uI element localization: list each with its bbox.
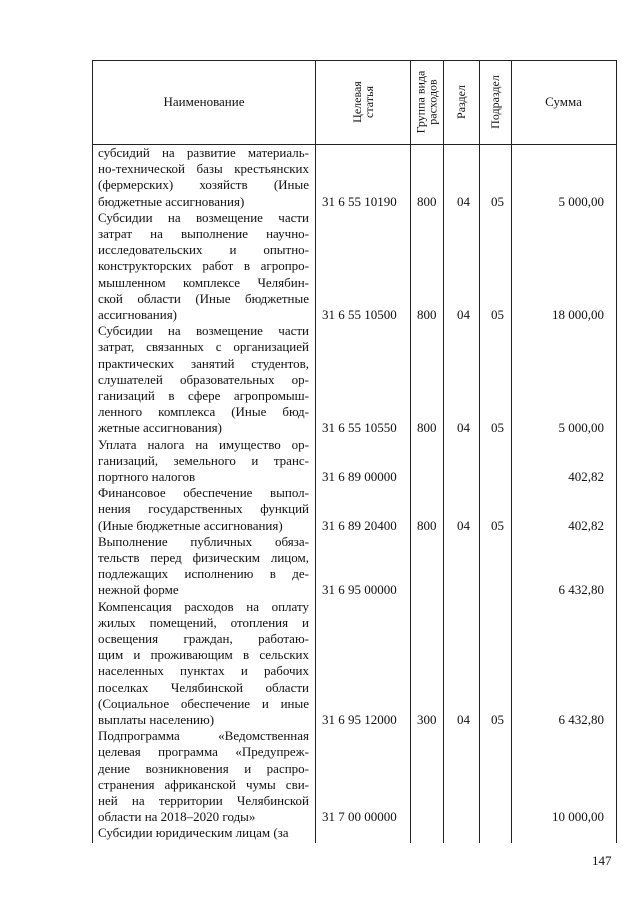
row-name-line: исследовательских и опытно- — [98, 242, 309, 258]
row-name-line: Уплата налога на имущество ор- — [98, 436, 309, 452]
table-row — [93, 485, 616, 534]
row-section: 04 — [457, 420, 470, 436]
table-row — [93, 437, 616, 486]
row-name-line: мышленном комплексе Челябин- — [98, 274, 309, 290]
header-subsection-cell — [479, 60, 511, 144]
row-subsection: 05 — [491, 517, 504, 533]
row-target-code: 31 6 89 20400 — [322, 517, 397, 533]
row-name-line: тельств перед физическим лицом, — [98, 550, 309, 565]
row-target-code: 31 6 55 10500 — [322, 306, 397, 322]
row-name — [98, 210, 309, 323]
row-name-line: целевая программа «Предупреж- — [98, 744, 309, 760]
row-section: 04 — [457, 306, 470, 322]
row-target-code: 31 6 89 00000 — [322, 468, 397, 484]
row-name-line: области на 2018–2020 годы» — [98, 809, 256, 825]
header-group-cell — [410, 60, 443, 144]
row-name-line: ассигнования) — [98, 307, 178, 323]
row-name-line: странения африканской чумы сви- — [98, 776, 309, 792]
row-group-code: 800 — [417, 306, 437, 322]
row-name-line: конструкторских работ в агропро- — [98, 258, 309, 274]
table-row — [93, 825, 616, 841]
table-row — [93, 210, 616, 323]
row-sum: 6 432,80 — [558, 582, 604, 598]
table-row — [93, 145, 616, 210]
row-section: 04 — [457, 711, 470, 727]
row-subsection: 05 — [491, 711, 504, 727]
row-name-line: портного налогов — [98, 469, 196, 484]
header-subsection: Подраздел — [488, 75, 503, 129]
row-section: 04 — [457, 193, 470, 209]
row-sum: 5 000,00 — [558, 193, 604, 209]
row-sum: 402,82 — [568, 517, 604, 533]
budget-table — [92, 60, 617, 843]
row-subsection: 05 — [491, 306, 504, 322]
row-name-line: (Социальное обеспечение и иные — [98, 695, 309, 711]
row-subsection: 05 — [491, 193, 504, 209]
row-section: 04 — [457, 517, 470, 533]
row-target-code: 31 7 00 00000 — [322, 809, 397, 825]
row-group-code: 300 — [417, 711, 437, 727]
row-name-line: (Иные бюджетные ассигнования) — [98, 517, 283, 533]
row-name-line: Выполнение публичных обяза- — [98, 533, 309, 549]
page-number: 147 — [592, 853, 612, 868]
row-name-line: Субсидии на возмещение части — [98, 209, 309, 225]
row-name-line: дение возникновения и распро- — [98, 760, 309, 776]
row-name-line: нежной форме — [98, 582, 179, 598]
row-name-line: выплаты населению) — [98, 712, 215, 728]
row-sum: 10 000,00 — [552, 809, 604, 825]
row-name-line: Субсидии на возмещение части — [98, 323, 309, 339]
row-group-code: 800 — [417, 517, 437, 533]
row-group-code: 800 — [417, 420, 437, 436]
row-name-line: затрат на выполнение научно- — [98, 226, 309, 241]
row-name-line: подлежащих исполнению в де- — [98, 566, 309, 582]
row-name-line: Подпрограмма «Ведомственная — [98, 728, 309, 744]
row-name-line: ленного комплекса (Иные бюд- — [98, 404, 309, 420]
row-name-line: нения государственных функций — [98, 501, 309, 517]
row-sum: 5 000,00 — [558, 420, 604, 436]
row-name-line: поселках Челябинской области — [98, 679, 309, 695]
header-section: Раздел — [453, 85, 468, 119]
row-target-code: 31 6 55 10190 — [322, 193, 397, 209]
header-name: Наименование — [163, 94, 245, 109]
row-name-line: ганизаций, земельного и транс- — [98, 452, 309, 468]
row-subsection: 05 — [491, 420, 504, 436]
table-row — [93, 323, 616, 436]
row-name-line: субсидий на развитие материаль- — [98, 145, 309, 160]
row-target-code: 31 6 95 00000 — [322, 582, 397, 598]
row-name — [98, 323, 309, 436]
row-name — [98, 728, 309, 825]
row-name-line: ней на территории Челябинской — [98, 793, 309, 808]
row-sum: 18 000,00 — [552, 306, 604, 322]
table-row — [93, 728, 616, 825]
row-name-line: жетные ассигнования) — [98, 420, 222, 436]
header-group: Группа вида расходов — [413, 70, 440, 134]
header-target: Целевая статья — [349, 81, 376, 123]
row-name-line: но-технической базы крестьянских — [98, 161, 309, 177]
row-name — [98, 485, 309, 534]
row-name — [98, 825, 309, 841]
row-name-line: практических занятий студентов, — [98, 355, 309, 371]
row-name-line: Финансовое обеспечение выпол- — [98, 485, 309, 501]
header-section-cell — [443, 60, 479, 144]
row-name — [98, 534, 309, 599]
row-name-line: Компенсация расходов на оплату — [98, 598, 309, 614]
row-name-line: ганизаций в сфере агропромыш- — [98, 388, 309, 403]
row-name — [98, 599, 309, 729]
row-name-line: слушателей образовательных ор- — [98, 371, 309, 387]
row-sum: 402,82 — [568, 468, 604, 484]
row-target-code: 31 6 55 10550 — [322, 420, 397, 436]
table-row — [93, 534, 616, 599]
row-name — [98, 437, 309, 486]
row-name-line: бюджетные ассигнования) — [98, 193, 245, 209]
row-name-line: жилых помещений, отопления и — [98, 614, 309, 630]
row-name-line: щим и проживающим в сельских — [98, 647, 309, 663]
row-target-code: 31 6 95 12000 — [322, 711, 397, 727]
table-row — [93, 599, 616, 729]
row-name — [98, 145, 309, 210]
row-name-line: населенных пунктах и рабочих — [98, 663, 309, 679]
row-name-line: затрат, связанных с организацией — [98, 339, 309, 355]
header-sum: Сумма — [545, 94, 582, 109]
row-group-code: 800 — [417, 193, 437, 209]
row-sum: 6 432,80 — [558, 711, 604, 727]
row-name-line: (фермерских) хозяйств (Иные — [98, 177, 309, 193]
row-name-line: Субсидии юридическим лицам (за — [98, 825, 289, 841]
row-name-line: освещения граждан, работаю- — [98, 631, 309, 646]
row-name-line: ской области (Иные бюджетные — [98, 290, 309, 306]
header-target-cell — [315, 60, 410, 144]
